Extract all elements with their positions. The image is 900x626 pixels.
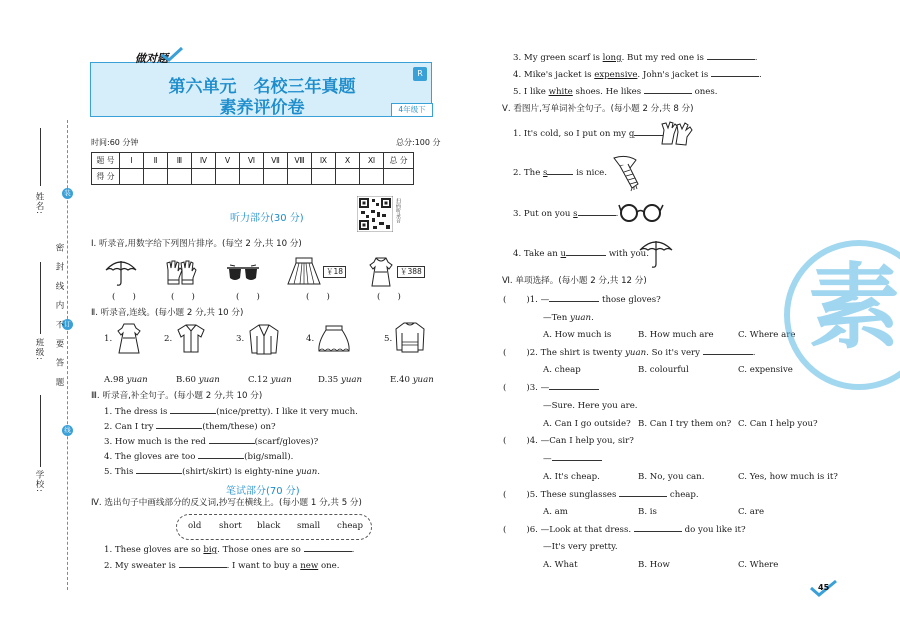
score-cell[interactable]: [288, 169, 312, 185]
fill-sentence: 1. The dress is (nice/pretty). I like it very much.: [104, 407, 358, 417]
price-option: B.60 yuan: [176, 375, 220, 385]
table-cell: 题 号: [92, 153, 120, 169]
fill-sentence: 4. The gloves are too (big/small).: [104, 452, 294, 462]
glasses-icon: [618, 201, 664, 223]
school-field[interactable]: [40, 395, 41, 467]
choice-option[interactable]: A. It's cheap.: [543, 472, 600, 482]
choice-option[interactable]: B. colourful: [638, 365, 689, 375]
word-bank-word: cheap: [337, 521, 364, 531]
answer-blank[interactable]: [566, 255, 606, 256]
fill-sentence: 4. Mike's jacket is expensive. John's jacket is .: [513, 70, 762, 80]
choice-option[interactable]: A. cheap: [543, 365, 581, 375]
table-cell: Ⅷ: [288, 153, 312, 169]
fill-sentence: 3. My green scarf is long. But my red one is .: [513, 53, 758, 63]
listening-heading: 听力部分(30 分): [230, 213, 304, 224]
exam-time: 时间:60 分钟: [91, 138, 139, 147]
answer-blank[interactable]: [156, 428, 202, 429]
answer-blank[interactable]: [304, 551, 352, 552]
part5-title: Ⅴ. 看图片,写单词补全句子。(每小题 2 分,共 8 分): [502, 104, 694, 114]
answer-blank[interactable]: [711, 76, 759, 77]
answer-blank[interactable]: [578, 215, 616, 216]
answer-bracket[interactable]: ( ): [112, 292, 136, 302]
sunglasses-icon: [226, 262, 260, 286]
question-reply: —Ten yuan.: [543, 313, 594, 323]
table-cell: 总 分: [384, 153, 414, 169]
answer-blank[interactable]: [707, 59, 755, 60]
table-cell: Ⅺ: [360, 153, 384, 169]
question-reply: —: [543, 455, 602, 464]
score-cell[interactable]: [360, 169, 384, 185]
answer-blank[interactable]: [634, 531, 682, 532]
exam-total: 总分:100 分: [396, 138, 441, 147]
choice-option[interactable]: C. are: [738, 507, 765, 517]
score-cell[interactable]: [144, 169, 168, 185]
check-mark-icon: [160, 46, 184, 62]
seal-mark: 线: [62, 425, 73, 436]
item-number: 2.: [164, 334, 173, 344]
part2-title: Ⅱ. 听录音,连线。(每小题 2 分,共 10 分): [91, 308, 244, 318]
choice-option[interactable]: A. am: [543, 507, 568, 517]
umbrella-icon: [638, 236, 674, 270]
answer-bracket[interactable]: ( ): [377, 292, 401, 302]
question-stem: ( )3. —: [503, 384, 599, 393]
question-stem: ( )1. — those gloves?: [503, 295, 661, 305]
fill-sentence: 3. How much is the red (scarf/gloves)?: [104, 437, 319, 447]
answer-blank[interactable]: [170, 413, 216, 414]
scarf-icon: [608, 154, 644, 192]
jacket-icon: [248, 322, 280, 356]
score-table-header-row: [92, 153, 414, 169]
choice-option[interactable]: C. Where are: [738, 330, 796, 340]
fill-sentence: 5. This (shirt/skirt) is eighty-nine yuan.: [104, 467, 321, 477]
score-cell[interactable]: [216, 169, 240, 185]
seal-warning: 密 封 线 内 不 要 答 题: [54, 243, 64, 390]
price-option: A.98 yuan: [104, 375, 148, 385]
qr-code-icon[interactable]: [357, 196, 393, 232]
fill-sentence: 2. The s is nice.: [513, 168, 607, 178]
table-cell: Ⅵ: [240, 153, 264, 169]
fill-sentence: 2. My sweater is . I want to buy a new one.: [104, 561, 340, 571]
answer-bracket[interactable]: ( ): [171, 292, 195, 302]
fill-sentence: 4. Take an u with you.: [513, 249, 649, 259]
class-label: 班级:: [34, 338, 44, 361]
item-number: 4.: [306, 334, 315, 344]
item-number: 1.: [104, 334, 113, 344]
choice-option[interactable]: C. expensive: [738, 365, 793, 375]
price-option: C.12 yuan: [248, 375, 292, 385]
choice-option[interactable]: C. Where: [738, 560, 779, 570]
choice-option[interactable]: B. How: [638, 560, 670, 570]
class-field[interactable]: [40, 262, 41, 334]
written-heading: 笔试部分(70 分): [226, 486, 300, 497]
part6-title: Ⅵ. 单项选择。(每小题 2 分,共 12 分): [502, 276, 647, 286]
skirt-icon: [286, 256, 322, 288]
page-number: 45: [818, 583, 830, 592]
qr-caption: 扫码听录音: [395, 198, 401, 223]
seal-mark: 订: [62, 319, 73, 330]
answer-blank[interactable]: [198, 458, 244, 459]
choice-option[interactable]: B. No, you can.: [638, 472, 705, 482]
answer-blank[interactable]: [136, 473, 182, 474]
question-reply: —Sure. Here you are.: [543, 401, 638, 411]
umbrella-icon: [104, 256, 138, 288]
table-cell: Ⅴ: [216, 153, 240, 169]
part4-title: Ⅳ. 选出句子中画线部分的反义词,抄写在横线上。(每小题 1 分,共 5 分): [91, 498, 362, 508]
table-cell: Ⅰ: [120, 153, 144, 169]
table-cell: Ⅲ: [168, 153, 192, 169]
table-cell: 得 分: [92, 169, 120, 185]
part1-title: Ⅰ. 听录音,用数字给下列图片排序。(每空 2 分,共 10 分): [91, 239, 302, 249]
fill-sentence: 2. Can I try (them/these) on?: [104, 422, 276, 432]
edition-badge: R: [413, 67, 427, 81]
fill-sentence: 1. These gloves are so big. Those ones are so .: [104, 545, 355, 555]
score-cell[interactable]: [120, 169, 144, 185]
dress-icon: [366, 256, 396, 288]
answer-blank[interactable]: [179, 567, 227, 568]
unit-subtitle: 素养评价卷: [219, 98, 305, 118]
school-label: 学校:: [34, 470, 44, 493]
question-stem: ( )6. —Look at that dress. do you like it?: [503, 525, 746, 535]
price-tag: ￥388: [397, 266, 425, 278]
dress-icon: [115, 322, 143, 356]
gloves-icon: [164, 258, 198, 286]
fill-sentence: 3. Put on you s .: [513, 209, 619, 219]
table-cell: Ⅸ: [312, 153, 336, 169]
score-cell[interactable]: [264, 169, 288, 185]
name-field[interactable]: [40, 128, 41, 186]
unit-title: 第六单元 名校三年真题: [168, 77, 356, 97]
score-table-score-row: [92, 169, 414, 185]
question-reply: —It's very pretty.: [543, 542, 618, 552]
score-cell[interactable]: [168, 169, 192, 185]
part3-title: Ⅲ. 听录音,补全句子。(每小题 2 分,共 10 分): [91, 391, 263, 401]
seal-mark: 装: [62, 188, 73, 199]
answer-blank[interactable]: [209, 443, 255, 444]
gloves-icon: [658, 120, 696, 148]
choice-option[interactable]: C. Can I help you?: [738, 419, 818, 429]
price-option: E.40 yuan: [390, 375, 434, 385]
choice-option[interactable]: A. Can I go outside?: [543, 419, 631, 429]
answer-blank[interactable]: [619, 496, 667, 497]
question-stem: ( )2. The shirt is twenty yuan. So it's very .: [503, 348, 756, 358]
table-cell: Ⅱ: [144, 153, 168, 169]
answer-bracket[interactable]: ( ): [236, 292, 260, 302]
answer-blank[interactable]: [552, 460, 602, 461]
grade-badge: 4年级下: [391, 103, 433, 117]
shirt-icon: [176, 322, 206, 354]
table-cell: Ⅶ: [264, 153, 288, 169]
word-bank-word: black: [257, 521, 281, 531]
choice-option[interactable]: A. What: [543, 560, 578, 570]
answer-blank[interactable]: [644, 93, 692, 94]
score-cell[interactable]: [240, 169, 264, 185]
score-cell[interactable]: [384, 169, 414, 185]
item-number: 3.: [236, 334, 245, 344]
table-cell: Ⅹ: [336, 153, 360, 169]
item-number: 5.: [384, 334, 393, 344]
name-label: 姓名:: [34, 192, 44, 215]
title-banner: [90, 62, 432, 117]
brand-tag: 做对题: [135, 52, 168, 65]
choice-option[interactable]: B. is: [638, 507, 657, 517]
score-cell[interactable]: [336, 169, 360, 185]
choice-option[interactable]: B. How much are: [638, 330, 714, 340]
choice-option[interactable]: C. Yes, how much is it?: [738, 472, 838, 482]
answer-blank[interactable]: [703, 354, 753, 355]
word-bank-word: short: [219, 521, 242, 531]
price-tag: ￥18: [323, 266, 346, 278]
word-bank-word: small: [297, 521, 321, 531]
answer-blank[interactable]: [549, 301, 599, 302]
score-cell[interactable]: [312, 169, 336, 185]
question-stem: ( )4. —Can I help you, sir?: [503, 436, 634, 446]
score-table: [91, 152, 414, 185]
watermark-char: 素: [808, 254, 900, 361]
choice-option[interactable]: A. How much is: [543, 330, 612, 340]
score-cell[interactable]: [192, 169, 216, 185]
fill-sentence: 5. I like white shoes. He likes ones.: [513, 87, 718, 97]
answer-blank[interactable]: [549, 389, 599, 390]
choice-option[interactable]: B. Can I try them on?: [638, 419, 732, 429]
sweater-icon: [394, 320, 426, 354]
question-stem: ( )5. These sunglasses cheap.: [503, 490, 699, 500]
answer-bracket[interactable]: ( ): [306, 292, 330, 302]
word-bank-word: old: [188, 521, 202, 531]
price-option: D.35 yuan: [318, 375, 363, 385]
fill-sentence: 1. It's cold, so I put on my g: [513, 130, 667, 139]
answer-blank[interactable]: [547, 174, 573, 175]
table-cell: Ⅳ: [192, 153, 216, 169]
skirt-icon: [316, 324, 352, 354]
